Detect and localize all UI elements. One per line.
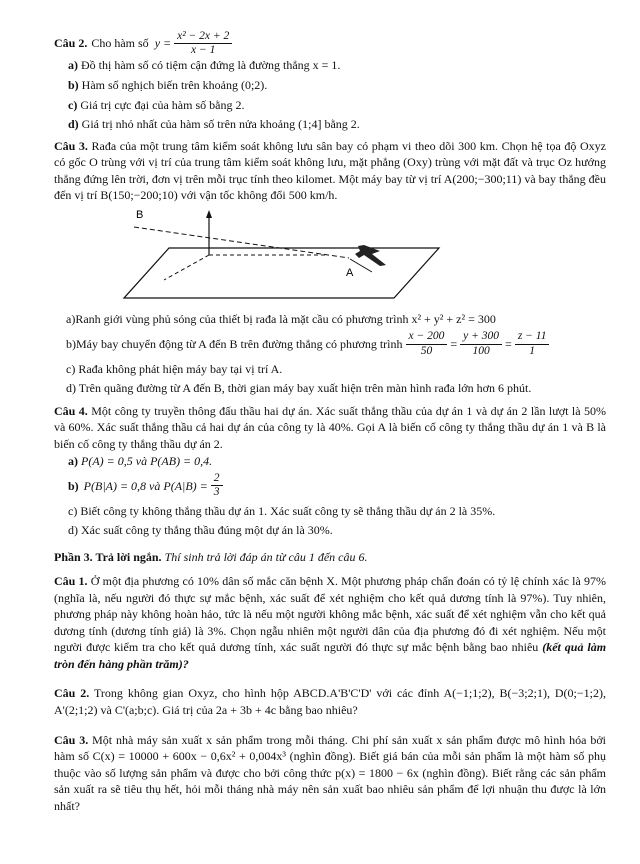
question-2-lead: Cho hàm số (91, 36, 149, 51)
question-2-item-a: a) Đồ thị hàm số có tiệm cận đứng là đường thẳng x = 1. (68, 58, 341, 73)
part-3-question-2: Câu 2. Trong không gian Oxyz, cho hình hộp ABCD.A'B'C'D' với các đỉnh A(−1;1;2), B(−3;2;1), D(0;−1;2), A'(2;1;2) và C'(a;b;c). Giá trị của 2a + 3b + 4c bằng bao nhiêu? (54, 686, 606, 717)
line-eq-fraction-3: $\frac{z - 11}{1}$ (515, 330, 550, 357)
line-eq-fraction-1: $\frac{x - 200}{50}$ (406, 330, 448, 357)
question-2-title: Câu 2. (54, 36, 88, 51)
question-4-item-d: d) Xác suất công ty thắng thầu đúng một dự án là 30%. (68, 523, 333, 538)
question-4-item-a: a) P(A) = 0,5 và P(AB) = 0,4. (68, 453, 213, 468)
z-axis-arrow (206, 210, 212, 218)
question-3-stem: Câu 3. Rađa của một trung tâm kiểm soát không lưu sân bay có phạm vi theo dõi 300 km. Chọn hệ tọa độ Oxyz có gốc O trùng với vị trí của trung tâm kiểm soát không lưu, mặt phẳng (Oxy) trùng với mặt đất và trục Oz hướng thẳng đứng lên trời, đơn vị trên mỗi trục tính theo kilomet. Một máy bay từ vị trí A(200;−300;11) và bay thẳng đều đến vị trí B(150;−200;10) với vận tốc không đổi 500 km/h. (54, 138, 606, 203)
function-lhs: y = (154, 36, 172, 51)
question-2-item-c: c) Giá trị cực đại của hàm số bằng 2. (68, 97, 245, 112)
question-2-item-d: d) Giá trị nhỏ nhất của hàm số trên nửa khoảng (1;4] bằng 2. (68, 117, 360, 132)
function-denominator: x − 1 (191, 44, 216, 57)
x-axis (164, 255, 209, 280)
question-2 (54, 30, 606, 133)
question-3-item-d: d) Trên quãng đường từ A đến B, thời gian máy bay xuất hiện trên màn hình rađa lớn hơn 6 phút. (66, 381, 532, 396)
question-4-stem: Câu 4. Một công ty truyền thông đấu thầu hai dự án. Xác suất thắng thầu của dự án 1 và dự án 2 lần lượt là 50% và 60%. Xác suất thắng thầu cả hai dự án của công ty là 40%. Gọi A là biến cố công ty thắng thầu dự án 1 và B là biến cố công ty thắng thầu dự án 2. (54, 403, 607, 451)
question-4-item-b: b) P(B|A) = 0,8 và P(A|B) = $\frac{2}{3}$ (54, 472, 606, 499)
question-3 (54, 138, 606, 397)
question-2-stem (54, 30, 606, 57)
probability-fraction: $\frac{2}{3}$ (211, 472, 223, 499)
radar-figure (114, 210, 454, 305)
radar-diagram (114, 210, 454, 305)
question-3-item-b: b)Máy bay chuyển động từ A đến B trên đường thẳng có phương trình $\frac{x - 200}{50}$ = $\frac{y + 300}{100}$ = $\frac{z - 11}{1}$ (54, 330, 606, 357)
point-a-label: A (346, 266, 354, 279)
question-4-item-c: c) Biết công ty không thắng thầu dự án 1. Xác suất công ty sẽ thắng thầu dự án 2 là 35%. (68, 503, 496, 518)
part-3-question-1: Câu 1. Ở một địa phương có 10% dân số mắc căn bệnh X. Một phương pháp chẩn đoán có tỷ lệ chính xác là 97% (nghĩa là, nếu người đó thực sự mắc bệnh, xác suất để xét nghiệm cho kết quả dương tính là 97%). Tuy nhiên, phương pháp này không hoàn hảo, tức là nếu một người không mắc bệnh, xác suất để xét nghiệm vẫn cho kết quả dương tính (dương tính giả) là 3%. Chọn ngẫu nhiên một người dân của địa phương đó đi xét nghiệm. Nếu một người được kiểm tra cho kết quả dương tính, xác suất người đó thực sự mắc bệnh bằng bao nhiêu (kết quả làm tròn đến hàng phần trăm)? (54, 574, 607, 671)
function-numerator: x² − 2x + 2 (174, 30, 232, 44)
part-3-heading: Phần 3. Trả lời ngắn. Thí sinh trả lời đáp án từ câu 1 đến câu 6. (54, 549, 368, 564)
line-eq-fraction-2: $\frac{y + 300}{100}$ (460, 330, 502, 357)
question-4 (54, 403, 606, 539)
question-2-item-b: b) Hàm số nghịch biến trên khoảng (0;2). (68, 77, 268, 92)
point-b-label: B (136, 209, 144, 221)
function-fraction (174, 30, 232, 57)
question-3-item-c: c) Rađa không phát hiện máy bay tại vị trí A. (66, 361, 283, 376)
flight-path (134, 227, 349, 258)
part-3-question-3: Câu 3. Một nhà máy sản xuất x sản phẩm trong mỗi tháng. Chi phí sản xuất x sản phẩm được mô hình hóa bởi hàm số C(x) = 10000 + 600x − 0,6x² + 0,004x³ (nghìn đồng). Biết giá bán của mỗi sản phẩm là một hàm số phụ thuộc vào số lượng sản phẩm và được cho bởi công thức p(x) = 1800 − 6x (nghìn đồng). Biết rằng các sản phẩm sản xuất ra sẽ tiêu thụ hết, hỏi mỗi tháng nhà máy nên sản xuất bao nhiêu sản phẩm để lợi nhuận thu được là lớn nhất? (54, 732, 607, 813)
question-3-item-a: a)Ranh giới vùng phủ sóng của thiết bị rađa là mặt cầu có phương trình x² + y² + z² = 300 (66, 311, 496, 326)
